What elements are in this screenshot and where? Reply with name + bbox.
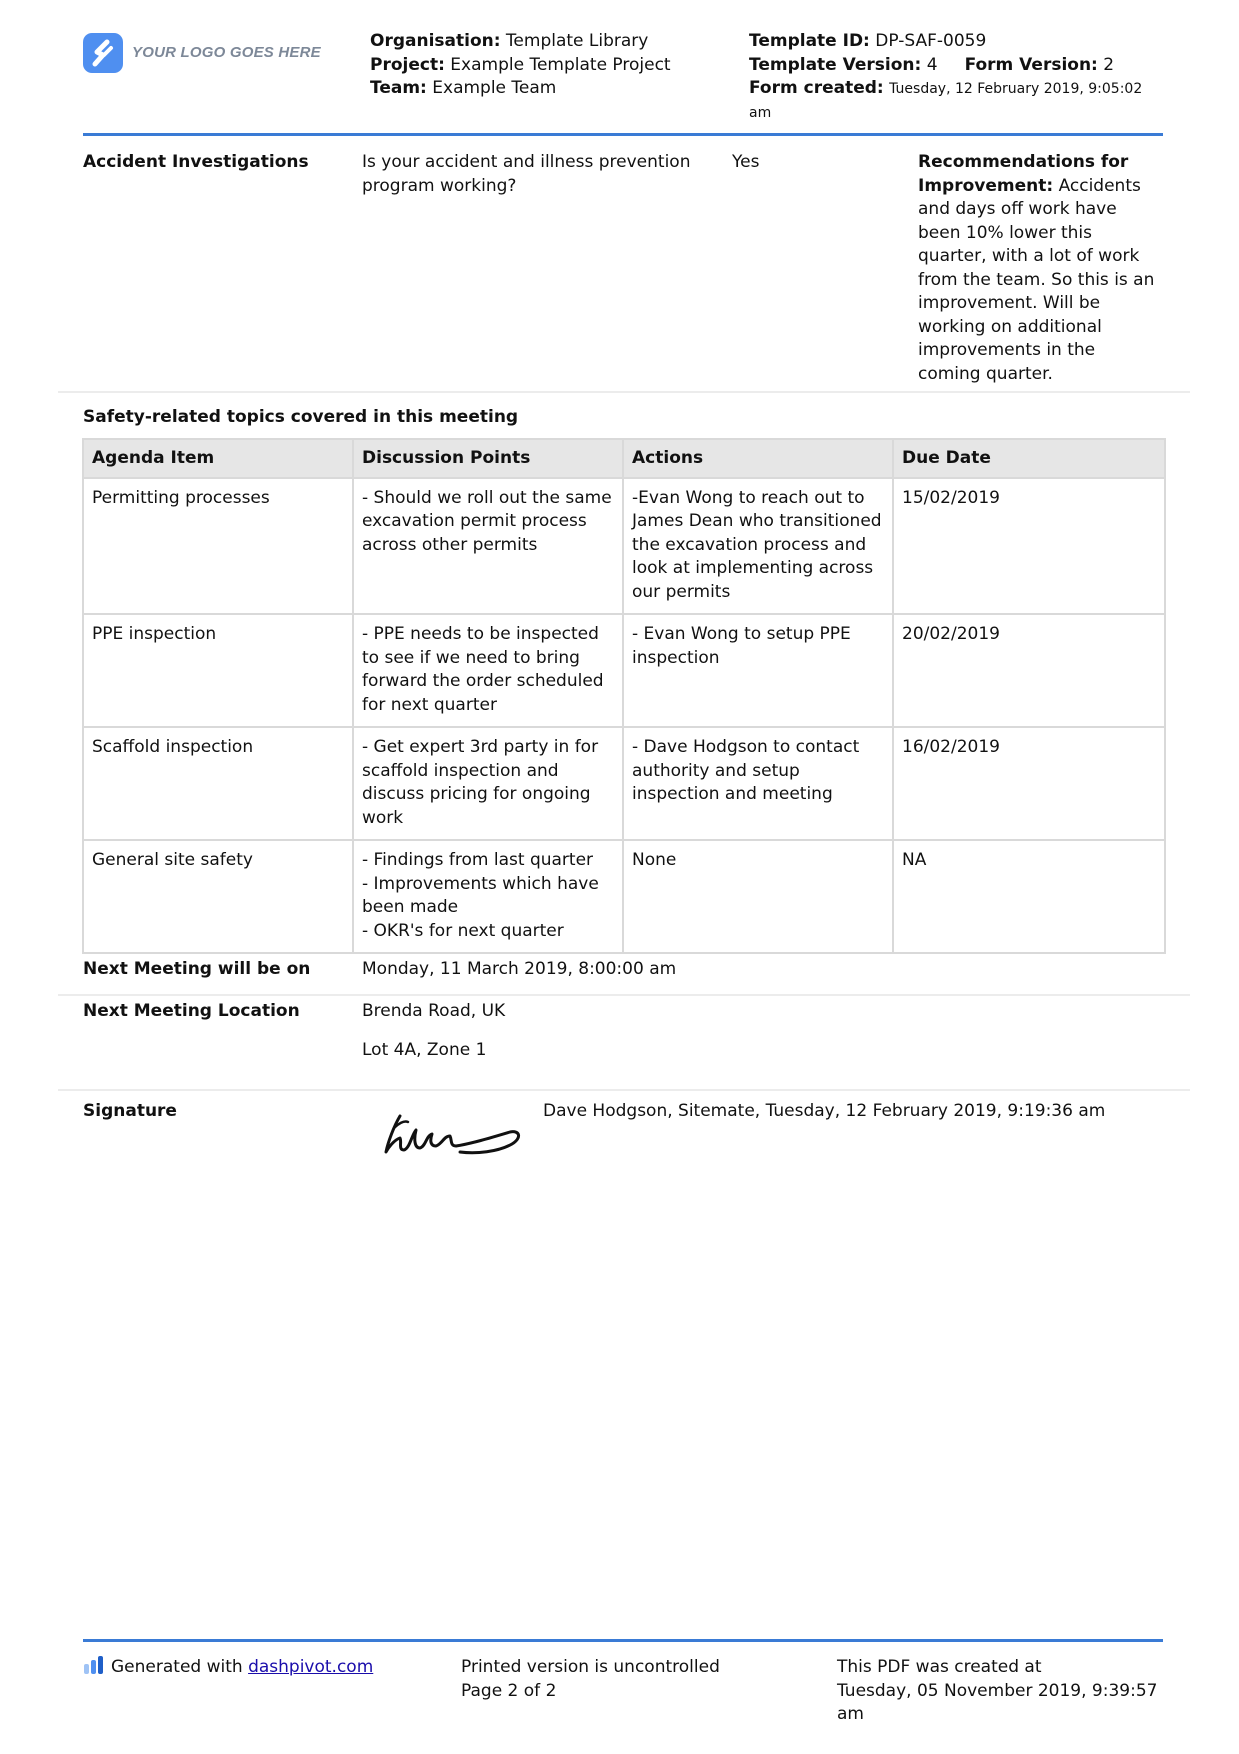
organisation-line [370,30,730,54]
form-version-value: 2 [1103,54,1115,75]
project-label: Project: [370,54,445,75]
due-date-cell: 16/02/2019 [893,727,1165,840]
organisation-value: Template Library [500,31,649,51]
template-id-line [749,30,1169,54]
agenda-item-cell: General site safety [83,840,353,953]
discussion-line: - Should we roll out the same [362,487,612,508]
action-line: inspection and meeting [632,784,833,804]
next-meeting-location-label: Next Meeting Location [83,1001,300,1021]
actions-cell [623,614,893,727]
header-meta-right [749,30,1169,125]
signature-details: Dave Hodgson, Sitemate, Tuesday, 12 February 2019, 9:19:36 am [543,1101,1106,1121]
discussion-cell [353,727,623,840]
discussion-line: for next quarter [362,694,497,715]
action-line: None [632,850,677,870]
next-meeting-date-label: Next Meeting will be on [83,959,311,979]
discussion-line: scaffold inspection and [362,760,559,781]
next-meeting-location-line: Lot 4A, Zone 1 [362,1040,487,1060]
accident-question [362,151,702,198]
project-line [370,54,730,78]
actions-cell [623,840,893,953]
signature-label: Signature [83,1101,177,1121]
logo-s-icon [83,33,123,73]
footer-created-info [837,1656,1157,1727]
project-value: Example Template Project [450,54,671,75]
discussion-cell [353,840,623,953]
discussion-line: discuss pricing for ongoing [362,784,591,804]
dashpivot-link[interactable]: dashpivot.com [248,1657,374,1677]
column-header: Due Date [893,439,1165,478]
pdf-created-line: am [837,1704,864,1724]
next-meeting-date-row [58,958,1190,996]
form-created-label: Form created: [749,78,884,98]
action-line: our permits [632,581,731,602]
next-meeting-location-line: Brenda Road, UK [362,1001,506,1021]
header-meta-left [370,30,730,101]
actions-cell [623,727,893,840]
template-version-label: Template Version: [749,54,922,75]
recommendations-label: Improvement: [918,175,1054,196]
table-row [83,478,1165,615]
column-header: Agenda Item [83,439,353,478]
recommendations-label: Recommendations for [918,152,1129,172]
discussion-line: - Get expert 3rd party in for [362,737,599,757]
header-divider [83,133,1163,136]
action-line: James Dean who transitioned [632,511,882,531]
form-created-line [749,77,1169,102]
recommendations-text: improvements in the [918,340,1096,360]
handwritten-signature [380,1108,522,1158]
table-row [83,614,1165,727]
team-value: Example Team [432,78,557,98]
accident-label: Accident Investigations [83,152,309,172]
footer-print-info [461,1656,720,1703]
recommendations-text: working on additional [918,316,1102,337]
page-number: Page 2 of 2 [461,1680,557,1701]
column-header: Actions [623,439,893,478]
team-line [370,77,730,101]
next-meeting-date-value: Monday, 11 March 2019, 8:00:00 am [362,959,677,979]
pdf-created-line: Tuesday, 05 November 2019, 9:39:57 [837,1680,1158,1701]
company-logo [83,33,321,73]
pdf-created-line: This PDF was created at [837,1657,1042,1677]
recommendations-text: Accidents [1058,175,1141,196]
recommendations-text: from the team. So this is an [918,269,1155,290]
action-line: look at implementing across [632,558,874,578]
discussion-line: - Findings from last quarter [362,850,594,870]
accident-investigations-row [58,151,1190,393]
template-id-value: DP-SAF-0059 [875,31,987,51]
due-date-cell: 15/02/2019 [893,478,1165,615]
discussion-line: excavation permit process [362,511,587,531]
logo-text: YOUR LOGO GOES HERE [132,44,321,62]
accident-question-line: Is your accident and illness prevention [362,152,691,172]
action-line: the excavation process and [632,534,867,555]
team-label: Team: [370,78,427,98]
action-line: authority and setup [632,760,800,781]
column-header: Discussion Points [353,439,623,478]
form-created-value: Tuesday, 12 February 2019, 9:05:02 [889,81,1143,97]
form-created-value-cont: am [749,104,772,121]
signature-row [58,1100,1190,1160]
recommendations-text: improvement. Will be [918,293,1101,313]
accident-question-line: program working? [362,175,517,196]
footer-generated [84,1656,373,1680]
recommendations [918,151,1168,386]
footer-divider [83,1639,1163,1642]
agenda-item-cell: PPE inspection [83,614,353,727]
discussion-line: - PPE needs to be inspected [362,624,599,644]
action-line: inspection [632,647,720,668]
uncontrolled-note: Printed version is uncontrolled [461,1657,720,1677]
recommendations-text: quarter, with a lot of work [918,246,1140,266]
version-line [749,54,1169,78]
discussion-line: forward the order scheduled [362,671,604,691]
page-header [83,30,1163,134]
accident-answer: Yes [732,152,760,172]
safety-topics-title: Safety-related topics covered in this meeting [83,407,519,427]
template-version-value: 4 [926,54,938,75]
recommendations-text: and days off work have [918,199,1117,219]
discussion-cell [353,478,623,615]
discussion-line: - Improvements which have [362,873,599,894]
actions-cell [623,478,893,615]
form-version-label: Form Version: [964,54,1098,75]
template-id-label: Template ID: [749,31,870,51]
action-line: - Evan Wong to setup PPE [632,624,851,644]
discussion-line: - OKR's for next quarter [362,920,564,941]
logo-mark-icon [83,33,123,73]
discussion-line: to see if we need to bring [362,647,580,668]
dashpivot-bars-icon [84,1656,103,1674]
action-line: - Dave Hodgson to contact [632,737,860,757]
discussion-line: been made [362,897,459,917]
safety-topics-table [82,438,1166,954]
discussion-line: work [362,807,404,828]
generated-prefix: Generated with [111,1657,243,1677]
recommendations-text: been 10% lower this [918,222,1092,243]
due-date-cell: 20/02/2019 [893,614,1165,727]
agenda-item-cell: Scaffold inspection [83,727,353,840]
agenda-item-cell: Permitting processes [83,478,353,615]
table-header-row [83,439,1165,478]
organisation-label: Organisation: [370,31,501,51]
recommendations-text: coming quarter. [918,363,1053,384]
table-row [83,727,1165,840]
action-line: -Evan Wong to reach out to [632,487,865,508]
next-meeting-location-row [58,1000,1190,1091]
due-date-cell: NA [893,840,1165,953]
table-row [83,840,1165,953]
discussion-line: across other permits [362,534,538,555]
discussion-cell [353,614,623,727]
